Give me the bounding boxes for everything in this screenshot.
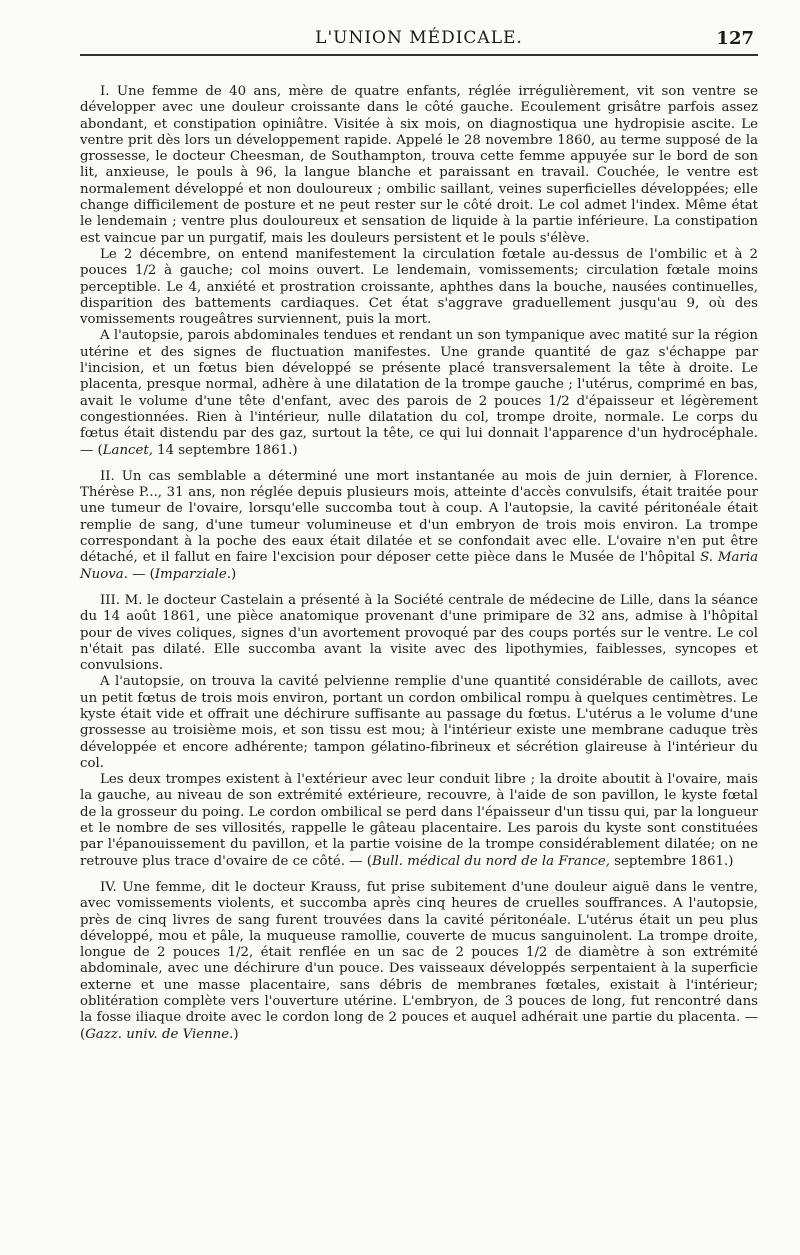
case-3-paragraph-3-text: Les deux trompes existent à l'extérieur avec leur conduit libre ; la droite aboutit à l'ovaire, mais la gauche, au niveau de son extrémité extérieure, recouvre, à l'aide de son pavillon, le kyste fœtal de la grosseur du poing. Le cordon ombilical se perd dans l'épaisseur d'un tissu qui, par la longueur et le nombre de ses villosités, rappelle le gâteau placentaire. Les parois du kyste sont constituées par l'épanouissement du pavillon, et la partie voisine de la trompe considérablement dilatée; on ne retrouve plus trace d'ovaire de ce côté. — ( xyxy=(80,772,758,869)
case-3-paragraph-3 xyxy=(80,772,758,870)
case-1-paragraph-1: I. Une femme de 40 ans, mère de quatre enfants, réglée irrégulièrement, vit son ventre se développer avec une douleur croissante dans le côté gauche. Ecoulement grisâtre parfois assez abondant, et constipation opiniâtre. Visitée à six mois, on diagnostiqua une hydropisie ascite. Le ventre prit dès lors un développement rapide. Appelé le 28 novembre 1860, au terme supposé de la grossesse, le docteur Cheesman, de Southampton, trouva cette femme appuyée sur le bord de son lit, anxieuse, le pouls à 96, la langue blanche et paraissant en travail. Couchée, le ventre est normalement développé et non douloureux ; ombilic saillant, veines superficielles développées; elle change difficilement de posture et ne peut rester sur le côté droit. Le col admet l'index. Même état le lendemain ; ventre plus douloureux et sensation de liquide à la partie inférieure. La constipation est vaincue par un purgatif, mais les douleurs persistent et le pouls s'élève. xyxy=(80,84,758,246)
case-1-paragraph-2: Le 2 décembre, on entend manifestement la circulation fœtale au-dessus de l'ombilic et à 2 pouces 1/2 à gauche; col moins ouvert. Le lendemain, vomissements; circulation fœtale moins perceptible. Le 4, anxiété et prostration croissante, aphthes dans la bouche, nausées continuelles, disparition des battements cardiaques. Cet état s'aggrave graduellement jusqu'au 9, où des vomissements rougeâtres surviennent, puis la mort. xyxy=(80,246,758,328)
case-2-source: Imparziale. xyxy=(154,566,232,582)
case-4-paragraph-1 xyxy=(80,880,758,1043)
running-title: L'UNION MÉDICALE. xyxy=(315,28,523,48)
page-number: 127 xyxy=(716,28,754,49)
case-4-text: IV. Une femme, dit le docteur Krauss, fut prise subitement d'une douleur aiguë dans le ventre, avec vomissements violents, et succomba après cinq heures de cruelles souffrances. A l'autopsie, près de cinq livres de sang furent trouvées dans la cavité péritonéale. L'utérus était un peu plus développé, mou et pâle, la muqueuse ramollie, couverte de mucus sanguinolent. La trompe droite, longue de 2 pouces 1/2, était renflée en un sac de 2 pouces 1/2 de diamètre à son extrémité abdominale, avec une déchirure d'un pouce. Des vaisseaux développés serpentaient à la superficie externe et une masse placentaire, sans débris de membranes fœtales, existait à l'intérieur; oblitération complète vers l'ouverture utérine. L'embryon, de 3 pouces de long, fut rencontré dans la fosse iliaque droite avec le cordon long de 2 pouces et auquel adhérait une partie du placenta. — ( xyxy=(80,879,758,1042)
case-2-dash: — ( xyxy=(127,566,155,582)
case-3-paragraph-2: A l'autopsie, on trouva la cavité pelvienne remplie d'une quantité considérable de caillots, avec un petit fœtus de trois mois environ, portant un cordon ombilical rompu à quelques centimètres. Le kyste était vide et offrait une déchirure suffisante au passage du fœtus. L'utérus a le volume d'une grossesse au troisième mois, et son tissu est mou; à l'intérieur existe une membrane caduque très développée et encore adhérente; tampon gélatino-fibrineux et sécrétion glaireuse à l'intérieur du col. xyxy=(80,674,758,771)
case-2-hospital: S. Maria Nuova. xyxy=(80,550,758,582)
case-4-source: Gazz. univ. de Vienne. xyxy=(85,1026,234,1042)
case-2-close: ) xyxy=(231,566,237,582)
case-1-paragraph-3 xyxy=(80,328,758,458)
case-3-paragraph-1: III. M. le docteur Castelain a présenté à la Société centrale de médecine de Lille, dans la séance du 14 août 1861, une pièce anatomique provenant d'une primipare de 32 ans, admise à l'hôpital pour de vives coliques, signes d'un avortement provoqué par des coups portés sur le ventre. Le col n'était pas dilaté. Elle succomba avant la visite avec des lipothymies, faiblesses, syncopes et convulsions. xyxy=(80,592,758,674)
case-3-source-date: septembre 1861.) xyxy=(609,853,734,869)
case-2-text: II. Un cas semblable a déterminé une mort instantanée au mois de juin dernier, à Florence. Thérèse P..., 31 ans, non réglée depuis plusieurs mois, atteinte d'accès convulsifs, était traitée pour une tumeur de l'ovaire, lorsqu'elle succomba tout à coup. A l'autopsie, la cavité péritonéale était remplie de sang, d'une tumeur volumineuse et d'un embryon de trois mois environ. La trompe correspondant à la poche des eaux était dilatée et se confondait avec elle. L'ovaire n'en put être détaché, et il fallut en faire l'excision pour déposer cette pièce dans le Musée de l'hôpital xyxy=(80,468,758,566)
case-2-paragraph-1 xyxy=(80,469,758,583)
case-1-source-date: 14 septembre 1861.) xyxy=(152,442,298,458)
case-1-paragraph-3-text: A l'autopsie, parois abdominales tendues et rendant un son tympanique avec matité sur la région utérine et des signes de fluctuation manifestes. Une grande quantité de gaz s'échappe par l'incision, et un fœtus bien développé se présente placé transversalement la tête à droite. Le placenta, presque normal, adhère à une dilatation de la trompe gauche ; l'utérus, comprimé en bas, avait le volume d'une tête d'enfant, avec des parois de 2 pouces 1/2 d'épaisseur et légèrement congestionnées. Rien à l'intérieur, nulle dilatation du col, trompe droite, normale. Le corps du fœtus était distendu par des gaz, surtout la tête, ce qui lui donnait l'apparence d'un hydrocéphale. — ( xyxy=(80,328,758,458)
case-3-source: Bull. médical du nord de la France, xyxy=(371,853,610,869)
case-1-source: Lancet, xyxy=(102,442,153,458)
case-4-close: ) xyxy=(233,1026,239,1042)
page-header xyxy=(80,22,758,56)
article-body xyxy=(80,56,758,1043)
